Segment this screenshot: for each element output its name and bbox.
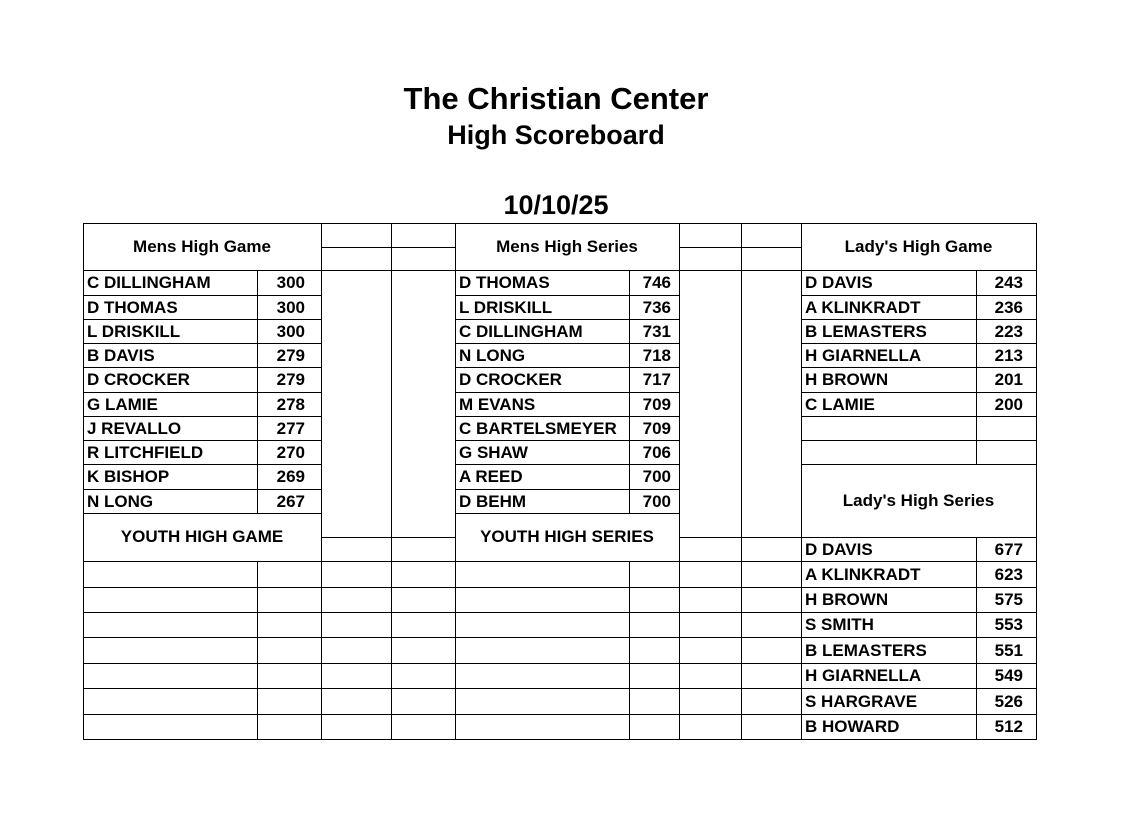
player-score: 551 xyxy=(994,641,1023,660)
player-name: C BARTELSMEYER xyxy=(459,419,617,438)
player-score: 277 xyxy=(276,419,305,438)
player-name: G SHAW xyxy=(459,443,528,462)
player-name: A REED xyxy=(459,467,523,486)
player-score: 575 xyxy=(994,590,1023,609)
player-score: 717 xyxy=(642,370,671,389)
player-score: 706 xyxy=(642,443,671,462)
grid-line xyxy=(257,561,258,740)
player-score xyxy=(259,689,305,714)
player-score xyxy=(631,613,671,637)
player-score xyxy=(631,664,671,688)
player-name: C LAMIE xyxy=(805,395,875,414)
player-name: K BISHOP xyxy=(87,467,170,486)
player-name: D BEHM xyxy=(459,492,527,511)
player-score xyxy=(978,417,1023,440)
player-name xyxy=(805,417,974,440)
player-name: N LONG xyxy=(459,346,526,365)
player-name: C DILLINGHAM xyxy=(87,273,211,292)
player-score: 279 xyxy=(276,346,305,365)
ladys-high-game-title: Lady's High Game xyxy=(844,236,993,256)
player-score: 700 xyxy=(642,467,671,486)
player-name: S SMITH xyxy=(805,615,874,634)
player-name xyxy=(87,588,255,612)
player-name: D DAVIS xyxy=(805,273,873,292)
mens-high-series-title: Mens High Series xyxy=(496,236,638,256)
player-score: 236 xyxy=(994,298,1023,317)
player-name: D THOMAS xyxy=(87,298,178,317)
player-name: D THOMAS xyxy=(459,273,550,292)
ladys-high-series-title: Lady's High Series xyxy=(842,490,995,510)
player-score xyxy=(631,689,671,714)
player-score: 553 xyxy=(994,615,1023,634)
player-name: G LAMIE xyxy=(87,395,158,414)
player-score: 201 xyxy=(994,370,1023,389)
player-score: 623 xyxy=(994,565,1023,584)
player-score: 278 xyxy=(276,395,305,414)
player-score: 279 xyxy=(276,370,305,389)
player-score: 526 xyxy=(994,692,1023,711)
player-score: 677 xyxy=(994,540,1023,559)
scoreboard-date: 10/10/25 xyxy=(503,190,609,220)
player-score xyxy=(259,588,305,612)
player-name: C DILLINGHAM xyxy=(459,322,583,341)
player-score: 243 xyxy=(994,273,1023,292)
player-score: 746 xyxy=(642,273,671,292)
player-score: 223 xyxy=(994,322,1023,341)
player-name xyxy=(459,613,627,637)
youth-high-game-title: YOUTH HIGH GAME xyxy=(120,527,284,546)
player-score xyxy=(978,441,1023,464)
grid-line xyxy=(321,537,456,538)
player-name xyxy=(459,638,627,663)
mens-high-game-title: Mens High Game xyxy=(133,236,271,256)
player-name: B HOWARD xyxy=(805,717,900,736)
player-name: M EVANS xyxy=(459,395,536,414)
player-name xyxy=(87,664,255,688)
page-title: The Christian Center xyxy=(403,81,709,116)
player-score: 267 xyxy=(276,492,305,511)
player-score: 213 xyxy=(994,346,1023,365)
player-score xyxy=(631,562,671,587)
player-score: 269 xyxy=(276,467,305,486)
player-name: D DAVIS xyxy=(805,540,873,559)
player-score xyxy=(631,638,671,663)
grid-line xyxy=(321,247,456,248)
player-name: L DRISKILL xyxy=(87,322,181,341)
player-name xyxy=(87,715,255,739)
player-score: 709 xyxy=(642,419,671,438)
grid-line xyxy=(801,739,1037,740)
player-name: J REVALLO xyxy=(87,419,182,438)
player-name xyxy=(459,689,627,714)
grid-line xyxy=(679,270,802,271)
player-name: H BROWN xyxy=(805,370,889,389)
grid-line xyxy=(629,270,630,514)
player-name: B LEMASTERS xyxy=(805,322,927,341)
player-name: S HARGRAVE xyxy=(805,692,918,711)
grid-line xyxy=(629,561,630,740)
player-score xyxy=(631,715,671,739)
player-name xyxy=(87,613,255,637)
player-name xyxy=(805,441,974,464)
player-score: 270 xyxy=(276,443,305,462)
player-name xyxy=(459,715,627,739)
player-score: 300 xyxy=(276,298,305,317)
player-score xyxy=(259,664,305,688)
grid-line xyxy=(321,270,456,271)
player-name xyxy=(459,588,627,612)
player-score xyxy=(259,715,305,739)
player-name: A KLINKRADT xyxy=(805,565,921,584)
player-name: N LONG xyxy=(87,492,154,511)
grid-line xyxy=(976,270,977,465)
player-name: B LEMASTERS xyxy=(805,641,927,660)
player-score: 700 xyxy=(642,492,671,511)
player-score xyxy=(631,588,671,612)
player-score: 200 xyxy=(994,395,1023,414)
page-subtitle: High Scoreboard xyxy=(447,120,665,150)
player-score xyxy=(259,613,305,637)
player-name: D CROCKER xyxy=(459,370,562,389)
grid-line xyxy=(679,537,802,538)
player-score xyxy=(259,638,305,663)
player-score: 731 xyxy=(642,322,671,341)
grid-line xyxy=(679,247,802,248)
player-name xyxy=(459,664,627,688)
player-name: A KLINKRADT xyxy=(805,298,921,317)
player-name xyxy=(87,689,255,714)
grid-line xyxy=(976,537,977,740)
player-score xyxy=(259,562,305,587)
player-name: D CROCKER xyxy=(87,370,190,389)
player-name: L DRISKILL xyxy=(459,298,553,317)
player-score: 300 xyxy=(276,322,305,341)
player-name: H GIARNELLA xyxy=(805,666,922,685)
player-score: 718 xyxy=(642,346,671,365)
player-name: H GIARNELLA xyxy=(805,346,922,365)
player-score: 736 xyxy=(642,298,671,317)
grid-line xyxy=(257,270,258,514)
player-score: 300 xyxy=(276,273,305,292)
player-name: H BROWN xyxy=(805,590,889,609)
player-name: R LITCHFIELD xyxy=(87,443,204,462)
player-name xyxy=(87,562,255,587)
grid-line xyxy=(83,739,802,740)
player-score: 549 xyxy=(994,666,1023,685)
player-score: 709 xyxy=(642,395,671,414)
player-name xyxy=(459,562,627,587)
player-name: B DAVIS xyxy=(87,346,155,365)
player-name xyxy=(87,638,255,663)
player-score: 512 xyxy=(994,717,1023,736)
youth-high-series-title: YOUTH HIGH SERIES xyxy=(480,527,654,546)
